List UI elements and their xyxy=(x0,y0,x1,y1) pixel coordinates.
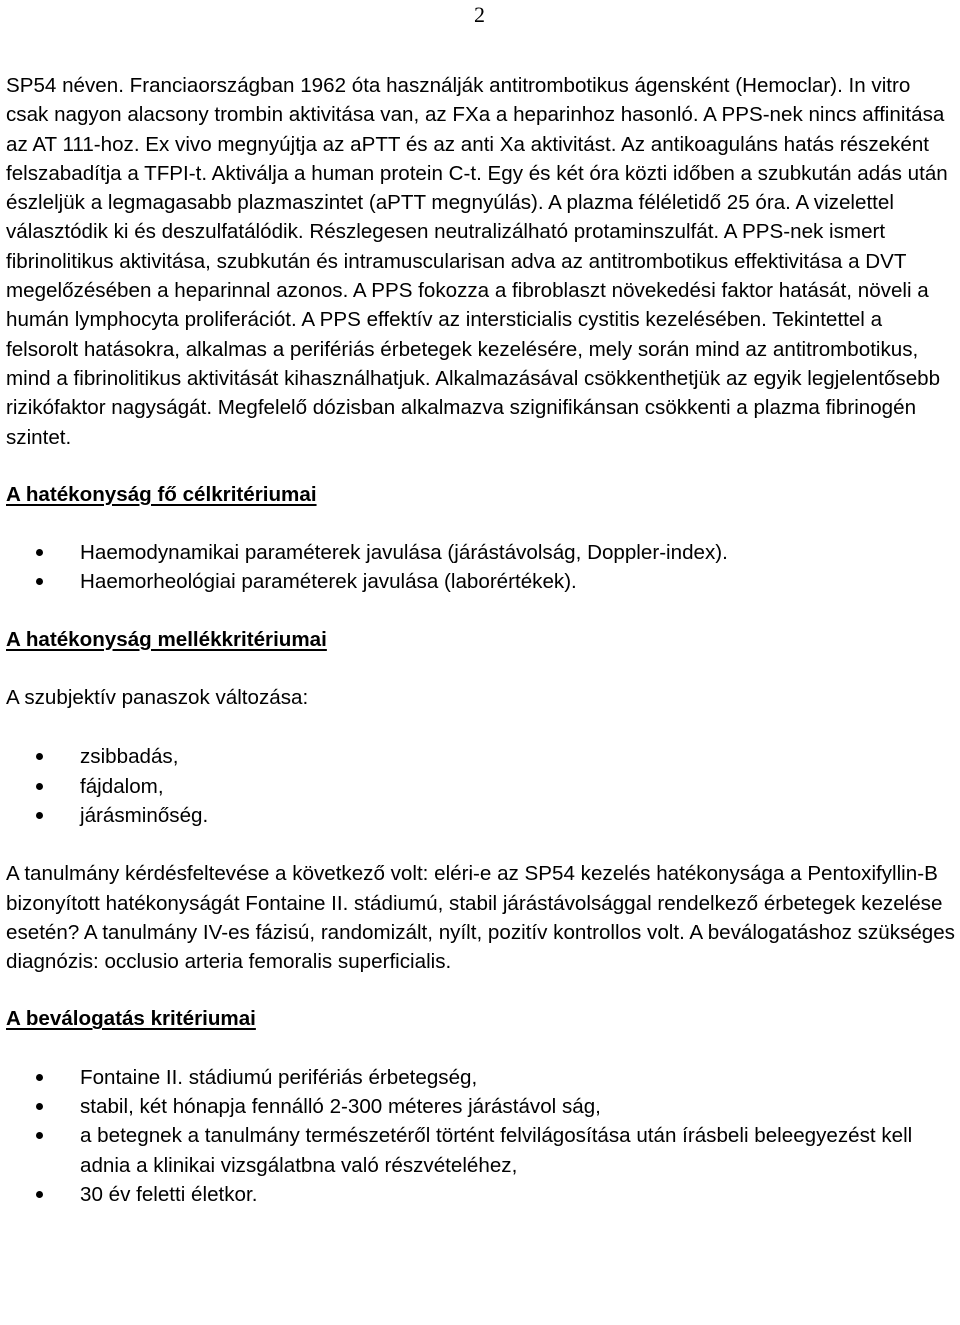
list-item: Haemorheológiai paraméterek javulása (laborértékek). xyxy=(6,567,958,596)
list-item: járásminőség. xyxy=(6,801,958,830)
secondary-criteria-heading: A hatékonyság mellékkritériumai xyxy=(6,627,327,651)
inclusion-criteria-list xyxy=(6,1063,958,1209)
list-item: stabil, két hónapja fennálló 2-300 méteres járástávol ság, xyxy=(6,1092,958,1121)
inclusion-criteria-heading: A beválogatás kritériumai xyxy=(6,1007,256,1031)
study-question-paragraph: A tanulmány kérdésfeltevése a következő volt: eléri-e az SP54 kezelés hatékonysága a Pentoxifyllin-B bizonyított hatékonyságát Fontaine II. stádiumú, stabil járástávolsággal rendelkező érbetegek kezelése esetén? A tanulmány IV-es fázisú, randomizált, nyílt, pozitív kontrollos volt. A beválogatáshoz szükséges diagnózis: occlusio arteria femoralis superficialis. xyxy=(6,862,955,974)
primary-criteria-heading: A hatékonyság fő célkritériumai xyxy=(6,482,317,506)
document-body xyxy=(6,71,958,1209)
list-item: 30 év feletti életkor. xyxy=(6,1180,958,1209)
bullet-icon xyxy=(36,1074,43,1081)
list-item: zsibbadás, xyxy=(6,742,958,771)
list-item: fájdalom, xyxy=(6,772,958,801)
list-item: a betegnek a tanulmány természetéről történt felvilágosítása után írásbeli beleegyezést kell adnia a klinikai vizsgálatbna való részvételéhez, xyxy=(6,1121,958,1180)
primary-criteria-list xyxy=(6,538,958,597)
list-item: Haemodynamikai paraméterek javulása (járástávolság, Doppler-index). xyxy=(6,538,958,567)
bullet-icon xyxy=(36,812,43,819)
bullet-icon xyxy=(36,783,43,790)
list-item: Fontaine II. stádiumú perifériás érbetegség, xyxy=(6,1063,958,1092)
secondary-criteria-list xyxy=(6,742,958,830)
bullet-icon xyxy=(36,578,43,585)
page-number: 2 xyxy=(474,2,485,27)
bullet-icon xyxy=(36,1191,43,1198)
bullet-icon xyxy=(36,549,43,556)
bullet-icon xyxy=(36,753,43,760)
secondary-criteria-intro: A szubjektív panaszok változása: xyxy=(6,686,309,710)
intro-paragraph: SP54 néven. Franciaországban 1962 óta használják antitrombotikus ágensként (Hemoclar). In vitro csak nagyon alacsony trombin aktivitása van, az FXa a heparinhoz hasonló. A PPS-nek nincs affinitása az AT 111-hoz. Ex vivo megnyújtja az aPTT és az anti Xa aktivitást. Az antikoaguláns hatás részeként felszabadítja a TFPI-t. Aktiválja a human protein C-t. Egy és két óra közti időben a szubkután adás után észleljük a legmagasabb plazmaszintet (aPTT megnyúlás). A plazma féléletidő 25 óra. A vizelettel választódik ki és deszulfatálódik. Részlegesen neutralizálható protaminszulfát. A PPS-nek ismert fibrinolitikus aktivitása, szubkután és intramuscularisan adva az antitrombotikus effektivitása a DVT megelőzésében a heparinnal azonos. A PPS fokozza a fibroblaszt növekedési faktor hatását, növeli a humán lymphocyta proliferációt. A PPS effektív az intersticialis cystitis kezelésében. Tekintettel a felsorolt hatásokra, alkalmas a perifériás érbetegek kezelésére, mely során mind az antitrombotikus, mind a fibrinolitikus aktivitását kihasználhatjuk. Alkalmazásával csökkenthetjük az egyik legjelentősebb rizikófaktor nagyságát. Megfelelő dózisban alkalmazva szignifikánsan csökkenti a plazma fibrinogén szintet. xyxy=(6,74,948,449)
bullet-icon xyxy=(36,1103,43,1110)
bullet-icon xyxy=(36,1132,43,1139)
